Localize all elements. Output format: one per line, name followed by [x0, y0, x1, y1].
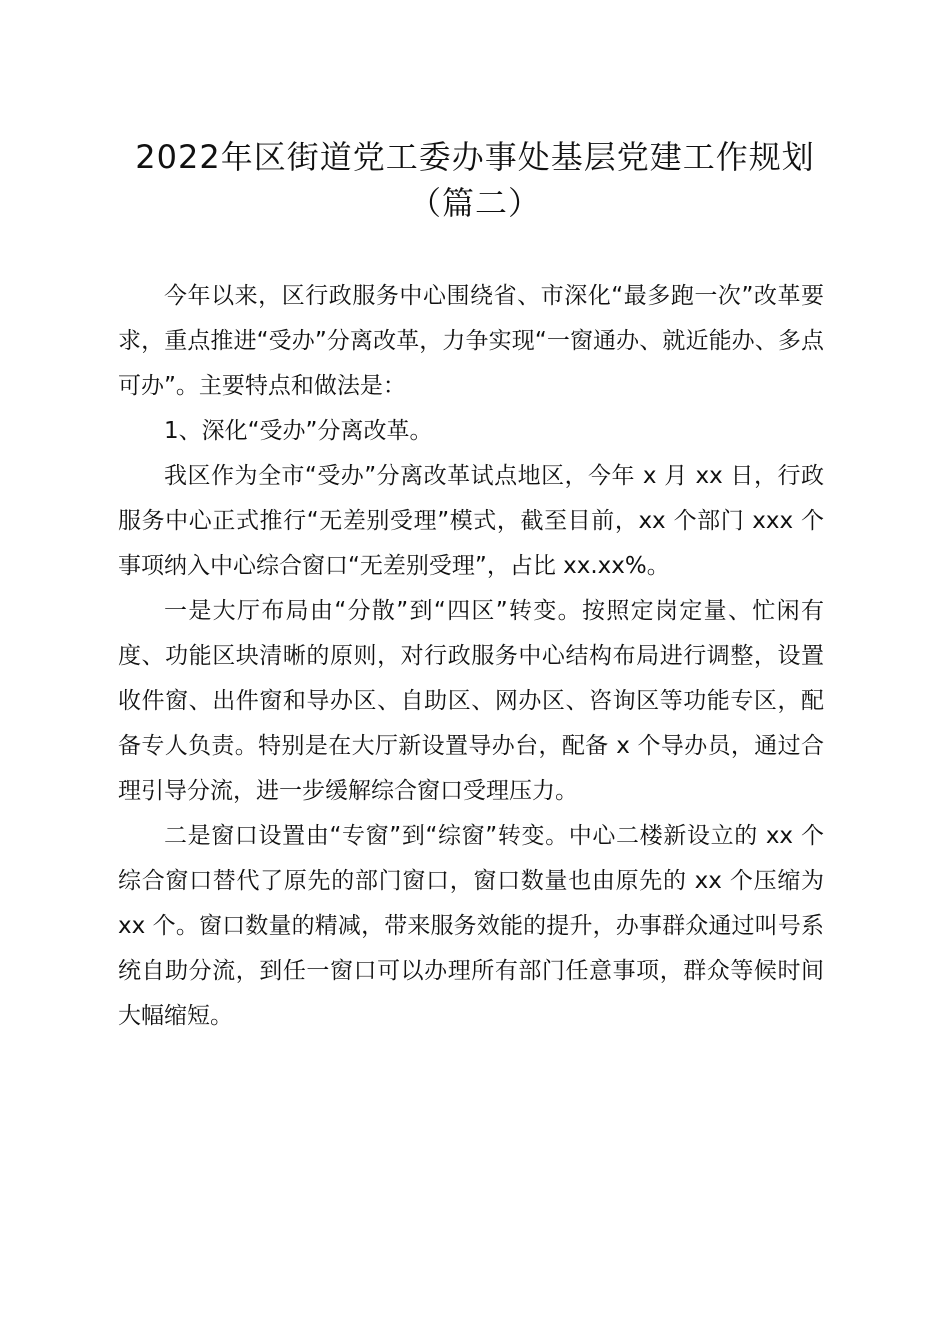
paragraph-heading-1: 1、深化“受办”分离改革。 — [164, 418, 433, 444]
paragraph-pilot: 我区作为全市“受办”分离改革试点地区，今年 x 月 xx 日，行政服务中心正式推行“无差别受理”模式，截至目前，xx 个部门 xxx 个事项纳入中心综合窗口“无差别受理”，占比 xx.xx%。 — [118, 463, 824, 579]
document-title: 2022年区街道党工委办事处基层党建工作规划（篇二） — [135, 138, 815, 222]
document-body — [118, 274, 824, 1039]
paragraph-intro: 今年以来，区行政服务中心围绕省、市深化“最多跑一次”改革要求，重点推进“受办”分离改革，力争实现“一窗通办、就近能办、多点可办”。主要特点和做法是： — [118, 283, 824, 399]
paragraph-window-setup: 二是窗口设置由“专窗”到“综窗”转变。中心二楼新设立的 xx 个综合窗口替代了原先的部门窗口，窗口数量也由原先的 xx 个压缩为 xx 个。窗口数量的精减，带来服务效能的提升，办事群众通过叫号系统自助分流，到任一窗口可以办理所有部门任意事项，群众等候时间大幅缩短。 — [118, 823, 824, 1029]
paragraph-hall-layout: 一是大厅布局由“分散”到“四区”转变。按照定岗定量、忙闲有度、功能区块清晰的原则，对行政服务中心结构布局进行调整，设置收件窗、出件窗和导办区、自助区、网办区、咨询区等功能专区，配备专人负责。特别是在大厅新设置导办台，配备 x 个导办员，通过合理引导分流，进一步缓解综合窗口受理压力。 — [118, 598, 824, 804]
